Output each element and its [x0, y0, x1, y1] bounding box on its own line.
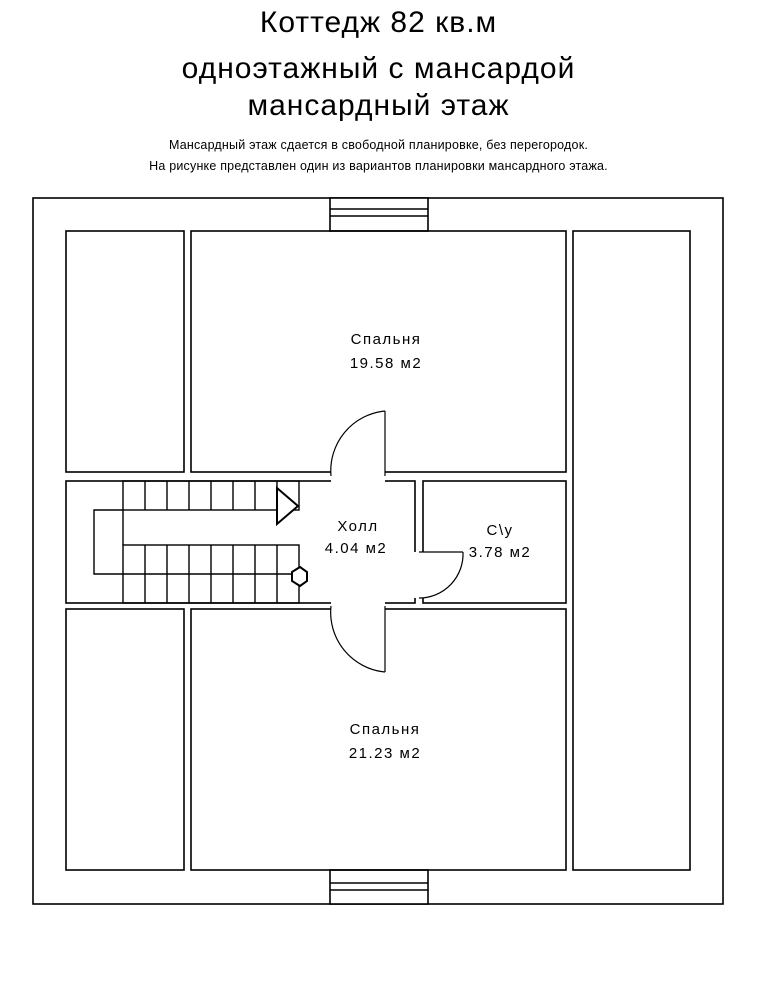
- bedroom-bottom-outline: [191, 609, 566, 870]
- window-bottom: [330, 870, 428, 904]
- bathroom-name: С\у: [486, 522, 514, 539]
- hall-name: Холл: [337, 518, 379, 535]
- staircase: [94, 481, 299, 603]
- title-line-2: одноэтажный с мансардой: [181, 52, 576, 85]
- door-bathroom: [419, 552, 463, 598]
- note-line-2: На рисунке представлен один из вариантов планировки мансардного этажа.: [149, 159, 608, 173]
- door-bedroom-top: [331, 411, 385, 476]
- window-top: [330, 198, 428, 231]
- bedroom-bottom-name: Спальня: [349, 721, 421, 738]
- bedroom-top-area: 19.58 м2: [349, 355, 423, 372]
- bedroom-top-outline: [191, 231, 566, 472]
- note-line-1: Мансардный этаж сдается в свободной планировке, без перегородок.: [168, 138, 589, 152]
- bedroom-bottom-area: 21.23 м2: [348, 745, 422, 762]
- title-line-3: мансардный этаж: [247, 89, 510, 122]
- bedroom-top-name: Спальня: [350, 331, 422, 348]
- stair-start-icon: [292, 567, 307, 586]
- title-line-1: Коттедж 82 кв.м: [259, 6, 498, 39]
- door-bedroom-bottom: [331, 606, 385, 672]
- storage-top-left: [66, 231, 184, 472]
- storage-right: [573, 231, 690, 870]
- bathroom-outline: [423, 481, 566, 603]
- hall-area: 4.04 м2: [324, 540, 388, 557]
- storage-bottom-left: [66, 609, 184, 870]
- bathroom-area: 3.78 м2: [468, 544, 532, 561]
- stair-arrow-icon: [277, 488, 298, 524]
